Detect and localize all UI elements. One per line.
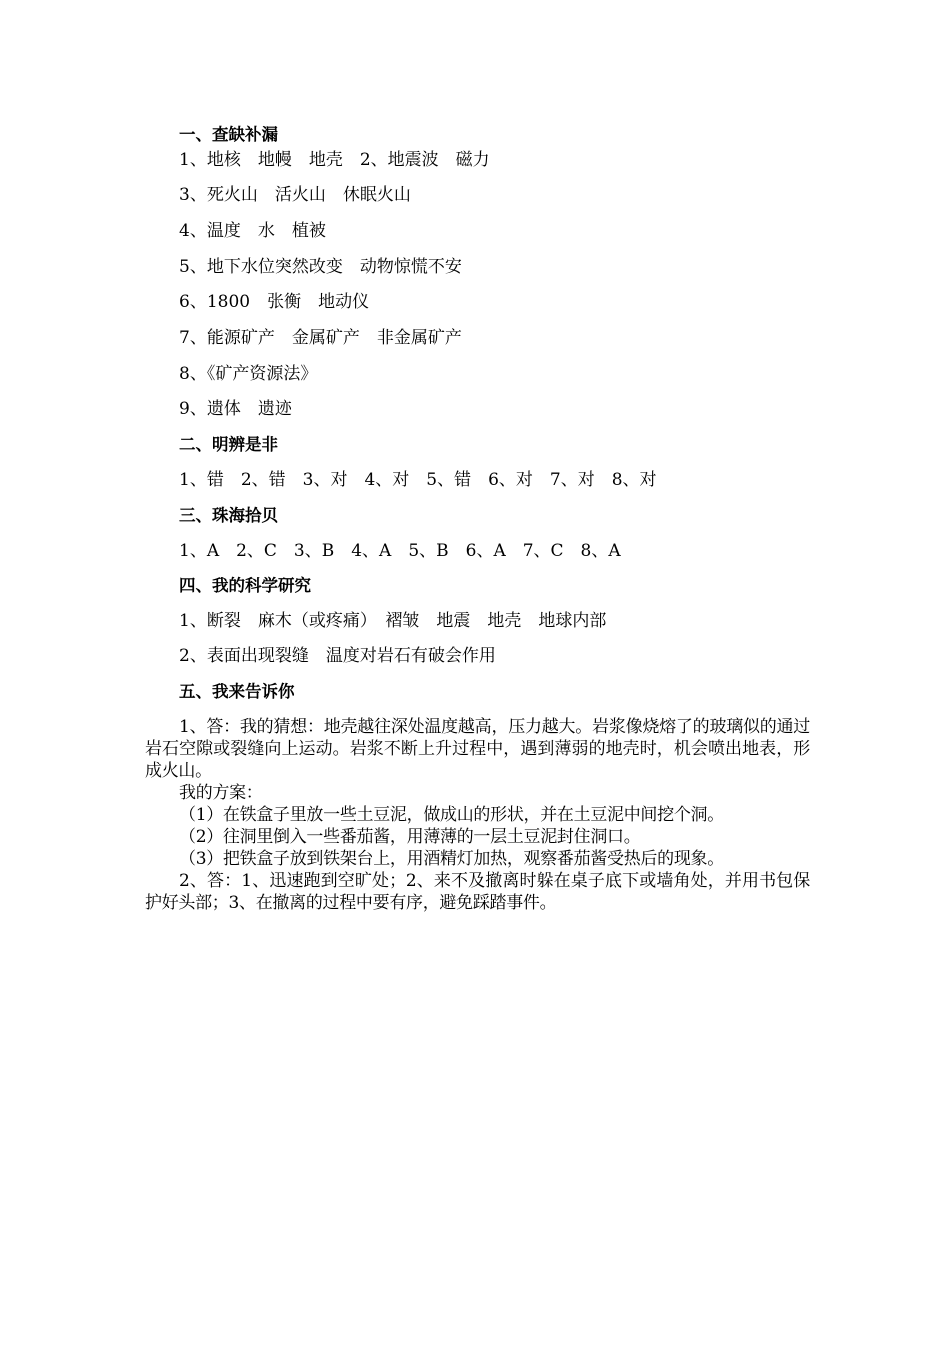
- section-1-item-4: 5、地下水位突然改变 动物惊慌不安: [179, 257, 462, 277]
- section-4-item-2: 2、表面出现裂缝 温度对岩石有破会作用: [179, 646, 496, 666]
- section-2-item-1: 1、错 2、错 3、对 4、对 5、错 6、对 7、对 8、对: [179, 470, 657, 490]
- section-5-answers: [145, 716, 810, 914]
- section-3-heading: 三、珠海拾贝: [179, 506, 278, 525]
- section-1-item-8: 9、遗体 遗迹: [179, 399, 292, 419]
- section-1-heading: 一、查缺补漏: [179, 125, 278, 144]
- section-5-heading: 五、我来告诉你: [179, 682, 295, 701]
- section-4-heading: 四、我的科学研究: [179, 576, 311, 595]
- section-4-item-1: 1、断裂 麻木（或疼痛） 褶皱 地震 地壳 地球内部: [179, 611, 607, 631]
- section-1-item-5: 6、1800 张衡 地动仪: [179, 292, 370, 312]
- plan-step-3: （3）把铁盒子放到铁架台上，用酒精灯加热，观察番茄酱受热后的现象。: [179, 849, 724, 869]
- section-1-item-3: 4、温度 水 植被: [179, 221, 326, 241]
- answer-1-paragraph: 1、答：我的猜想：地壳越往深处温度越高，压力越大。岩浆像烧熔了的玻璃似的通过岩石空隙或裂缝向上运动。岩浆不断上升过程中，遇到薄弱的地壳时，机会喷出地表，形成火山。: [145, 717, 810, 781]
- plan-step-2: （2）往洞里倒入一些番茄酱，用薄薄的一层土豆泥封住洞口。: [179, 827, 641, 847]
- plan-label: 我的方案：: [179, 783, 263, 803]
- section-1-item-6: 7、能源矿产 金属矿产 非金属矿产: [179, 328, 462, 348]
- plan-step-1: （1）在铁盒子里放一些土豆泥，做成山的形状，并在土豆泥中间挖个洞。: [179, 805, 724, 825]
- answer-2-paragraph: 2、答：1、迅速跑到空旷处；2、来不及撤离时躲在桌子底下或墙角处，并用书包保护好头部；3、在撤离的过程中要有序，避免踩踏事件。: [145, 871, 810, 913]
- section-1-item-7: 8、《矿产资源法》: [179, 364, 318, 384]
- section-3-item-1: 1、A 2、C 3、B 4、A 5、B 6、A 7、C 8、A: [179, 541, 621, 561]
- section-2-heading: 二、明辨是非: [179, 435, 278, 454]
- section-1-item-1: 1、地核 地幔 地壳 2、地震波 磁力: [179, 150, 490, 170]
- section-1-item-2: 3、死火山 活火山 休眠火山: [179, 185, 411, 205]
